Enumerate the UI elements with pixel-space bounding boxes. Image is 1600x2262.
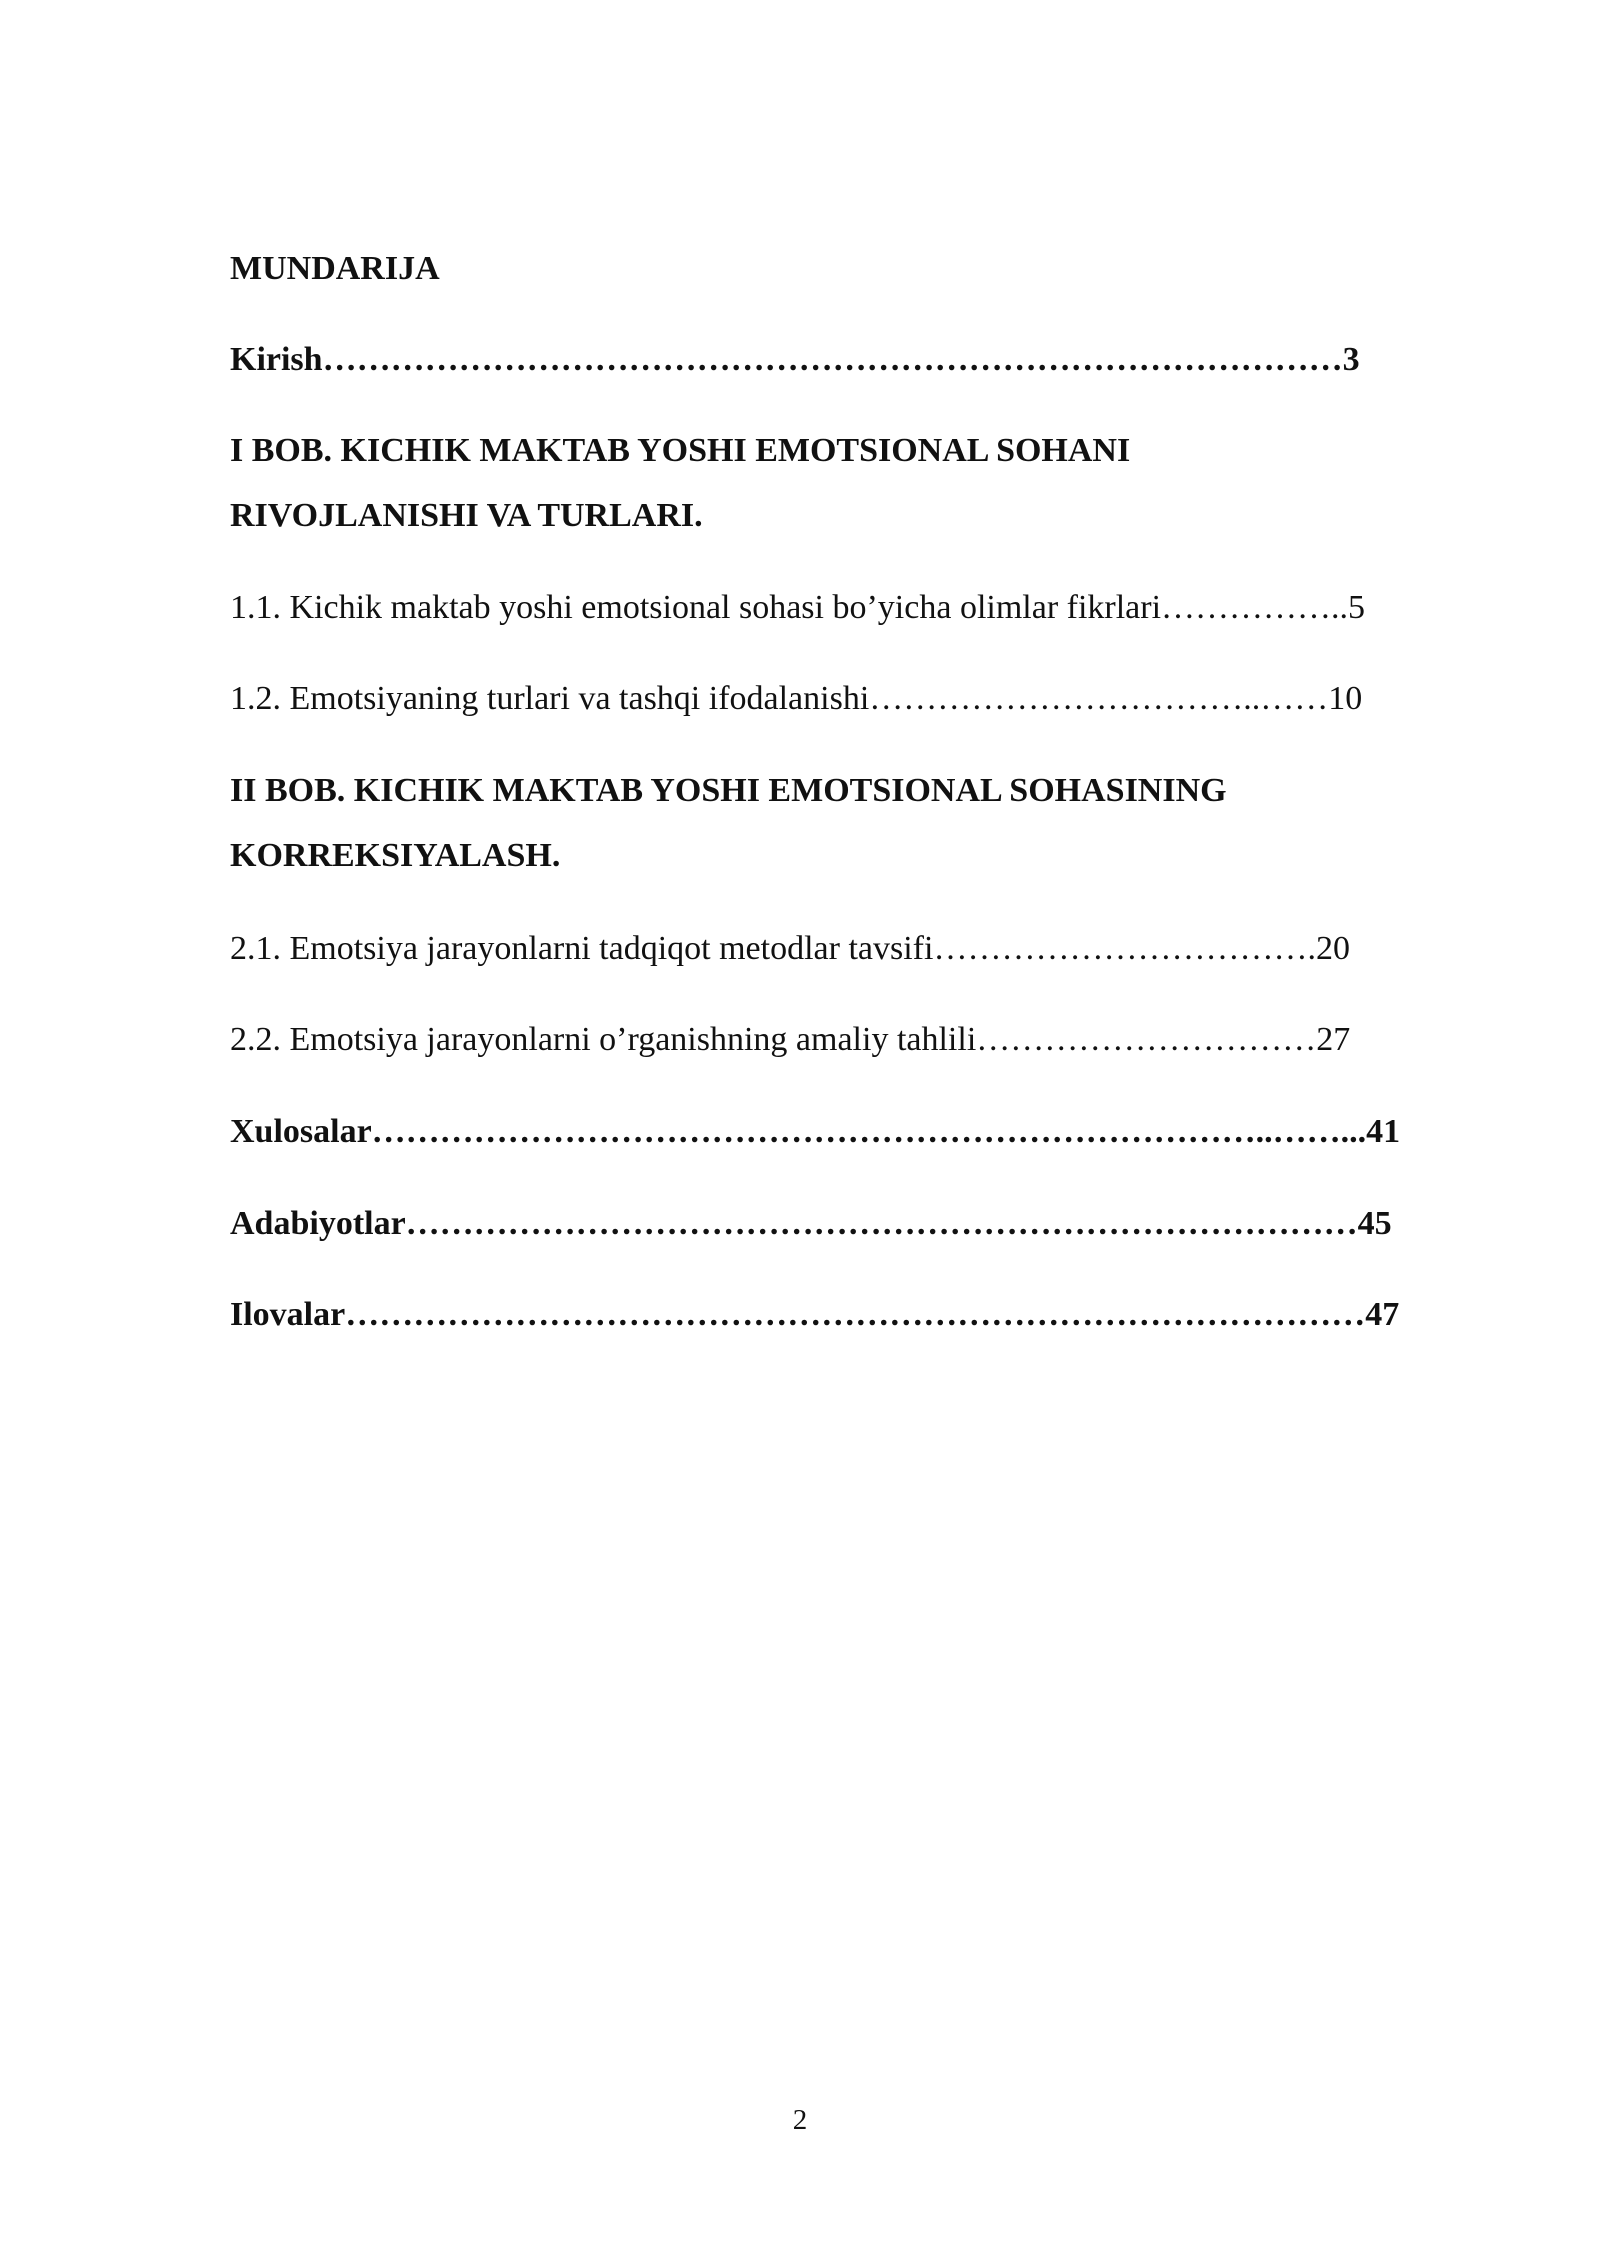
page-number: 2 [792,2104,808,2136]
toc-entry-2-2: 2.2. Emotsiya jarayonlarni o’rganishning amaliy tahlili…………………………27 [230,1021,1351,1058]
toc-entry-2-1: 2.1. Emotsiya jarayonlarni tadqiqot metodlar tavsifi…………………………….20 [230,930,1350,967]
toc-title: MUNDARIJA [230,250,440,287]
toc-entry-xulosalar: Xulosalar……………………………………………………………………..……...41 [230,1113,1401,1150]
toc-entry-1-1: 1.1. Kichik maktab yoshi emotsional sohasi bo’yicha olimlar fikrlari……………..5 [230,589,1366,626]
toc-entry-ilovalar: Ilovalar………………………………………………………………………………47 [230,1296,1400,1333]
toc-chapter-2-line-1: II BOB. KICHIK MAKTAB YOSHI EMOTSIONAL SOHASINING [230,772,1227,809]
toc-entry-1-2: 1.2. Emotsiyaning turlari va tashqi ifodalanishi……………………………..……10 [230,680,1363,717]
toc-entry-adabiyotlar: Adabiyotlar…………………………………………………………………………45 [230,1205,1392,1242]
toc-chapter-2-line-2: KORREKSIYALASH. [230,837,561,874]
toc-chapter-1-line-1: I BOB. KICHIK MAKTAB YOSHI EMOTSIONAL SOHANI [230,432,1131,469]
toc-entry-kirish: Kirish………………………………………………………………………………3 [230,341,1360,378]
toc-chapter-1-line-2: RIVOJLANISHI VA TURLARI. [230,497,703,534]
